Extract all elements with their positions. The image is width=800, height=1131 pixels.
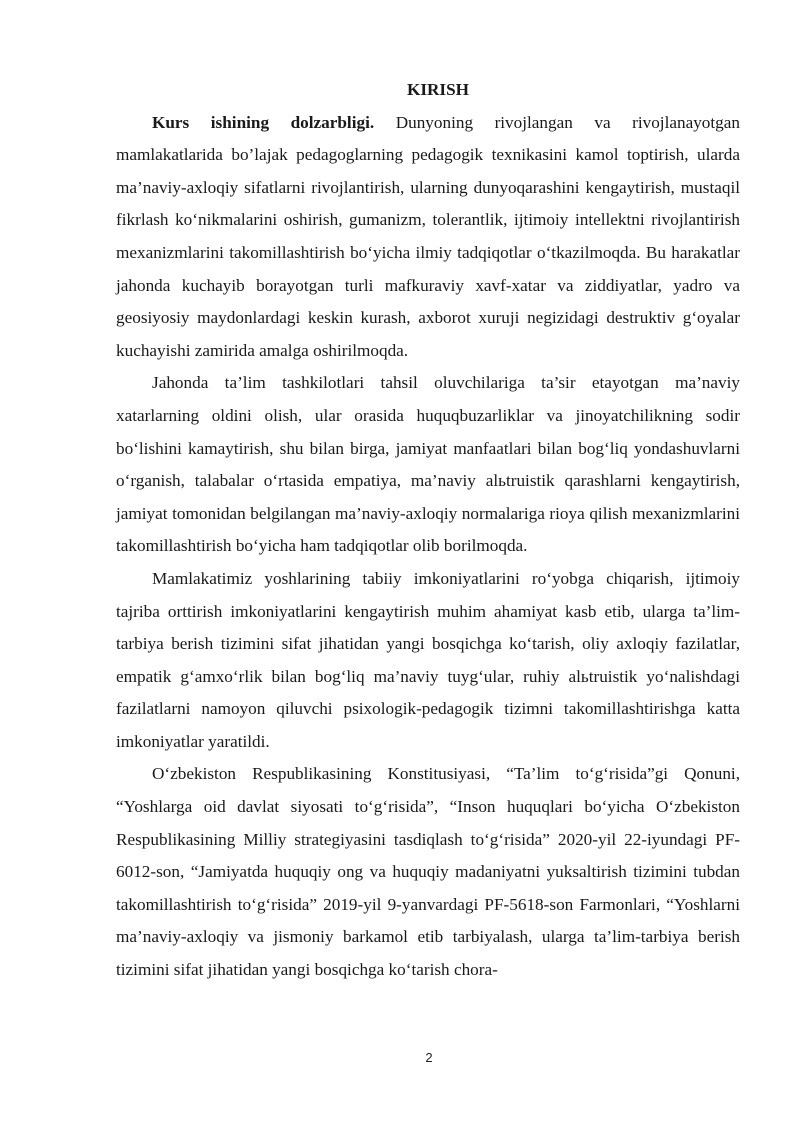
- paragraph-lead: Kurs ishining dolzarbligi.: [152, 112, 375, 132]
- paragraph-text: Mamlakatimiz yoshlarining tabiiy imkoniyatlarini ro‘yobga chiqarish, ijtimoiy tajriba orttirish imkoniyatlarini kengaytirish muhim ahamiyat kasb etib, ularga ta’lim-tarbiya berish tizimini sifat jihatidan yangi bosqichga ko‘tarish, oliy axloqiy fazilatlar, empatik g‘amxo‘rlik bilan bog‘liq ma’naviy tuyg‘ular, ruhiy alьtruistik yo‘nalishdagi fazilatlarni namoyon qiluvchi psixologik-pedagogik tizimni takomillashtirishga katta imkoniyatlar yaratildi.: [116, 568, 740, 751]
- paragraph-text: Jahonda ta’lim tashkilotlari tahsil oluvchilariga ta’sir etayotgan ma’naviy xatarlarning oldini olish, ular orasida huquqbuzarliklar va jinoyatchilikning sodir bo‘lishini kamaytirish, shu bilan birga, jamiyat manfaatlari bilan bog‘liq yondashuvlarni o‘rganish, talabalar o‘rtasida empatiya, ma’naviy alьtruistik qarashlarni kengaytirish, jamiyat tomonidan belgilangan ma’naviy-axloqiy normalariga rioya qilish mexanizmlarini takomillashtirish bo‘yicha ham tadqiqotlar olib borilmoqda.: [116, 373, 740, 556]
- paragraph-youth-opportunities: [116, 563, 740, 759]
- section-heading: KIRISH: [406, 80, 470, 99]
- page-number: 2: [425, 1050, 433, 1065]
- page-content: [116, 74, 740, 987]
- paragraph-legal-basis: [116, 758, 740, 986]
- paragraph-world-education: [116, 367, 740, 563]
- paragraph-text: O‘zbekiston Respublikasining Konstitusiyasi, “Ta’lim to‘g‘risida”gi Qonuni, “Yoshlarga oid davlat siyosati to‘g‘risida”, “Inson huquqlari bo‘yicha O‘zbekiston Respublikasining Milliy strategiyasini tasdiqlash to‘g‘risida” 2020-yil 22-iyundagi PF-6012-son, “Jamiyatda huquqiy ong va huquqiy madaniyatni yuksaltirish tizimini tubdan takomillashtirish to‘g‘risida” 2019-yil 9-yanvardagi PF-5618-son Farmonlari, “Yoshlarni ma’naviy-axloqiy va jismoniy barkamol etib tarbiyalash, ularga ta’lim-tarbiya berish tizimini sifat jihatidan yangi bosqichga ko‘tarish chora-: [116, 764, 740, 980]
- paragraph-relevance: [116, 107, 740, 368]
- paragraph-text: Dunyoning rivojlangan va rivojlanayotgan mamlakatlarida bo’lajak pedagoglarning pedagogik texnikasini kamol toptirish, ularda ma’naviy-axloqiy sifatlarni rivojlantirish, ularning dunyoqarashini kengaytirish, mustaqil fikrlash ko‘nikmalarini oshirish, gumanizm, tolerantlik, ijtimoiy intellektni rivojlantirish mexanizmlarini takomillashtirish bo‘yicha ilmiy tadqiqotlar o‘tkazilmoqda. Bu harakatlar jahonda kuchayib borayotgan turli mafkuraviy xavf-xatar va ziddiyatlar, yadro va geosiyosiy maydonlardagi keskin kurash, axborot xuruji negizidagi destruktiv g‘oyalar kuchayishi zamirida amalga oshirilmoqda.: [116, 112, 740, 360]
